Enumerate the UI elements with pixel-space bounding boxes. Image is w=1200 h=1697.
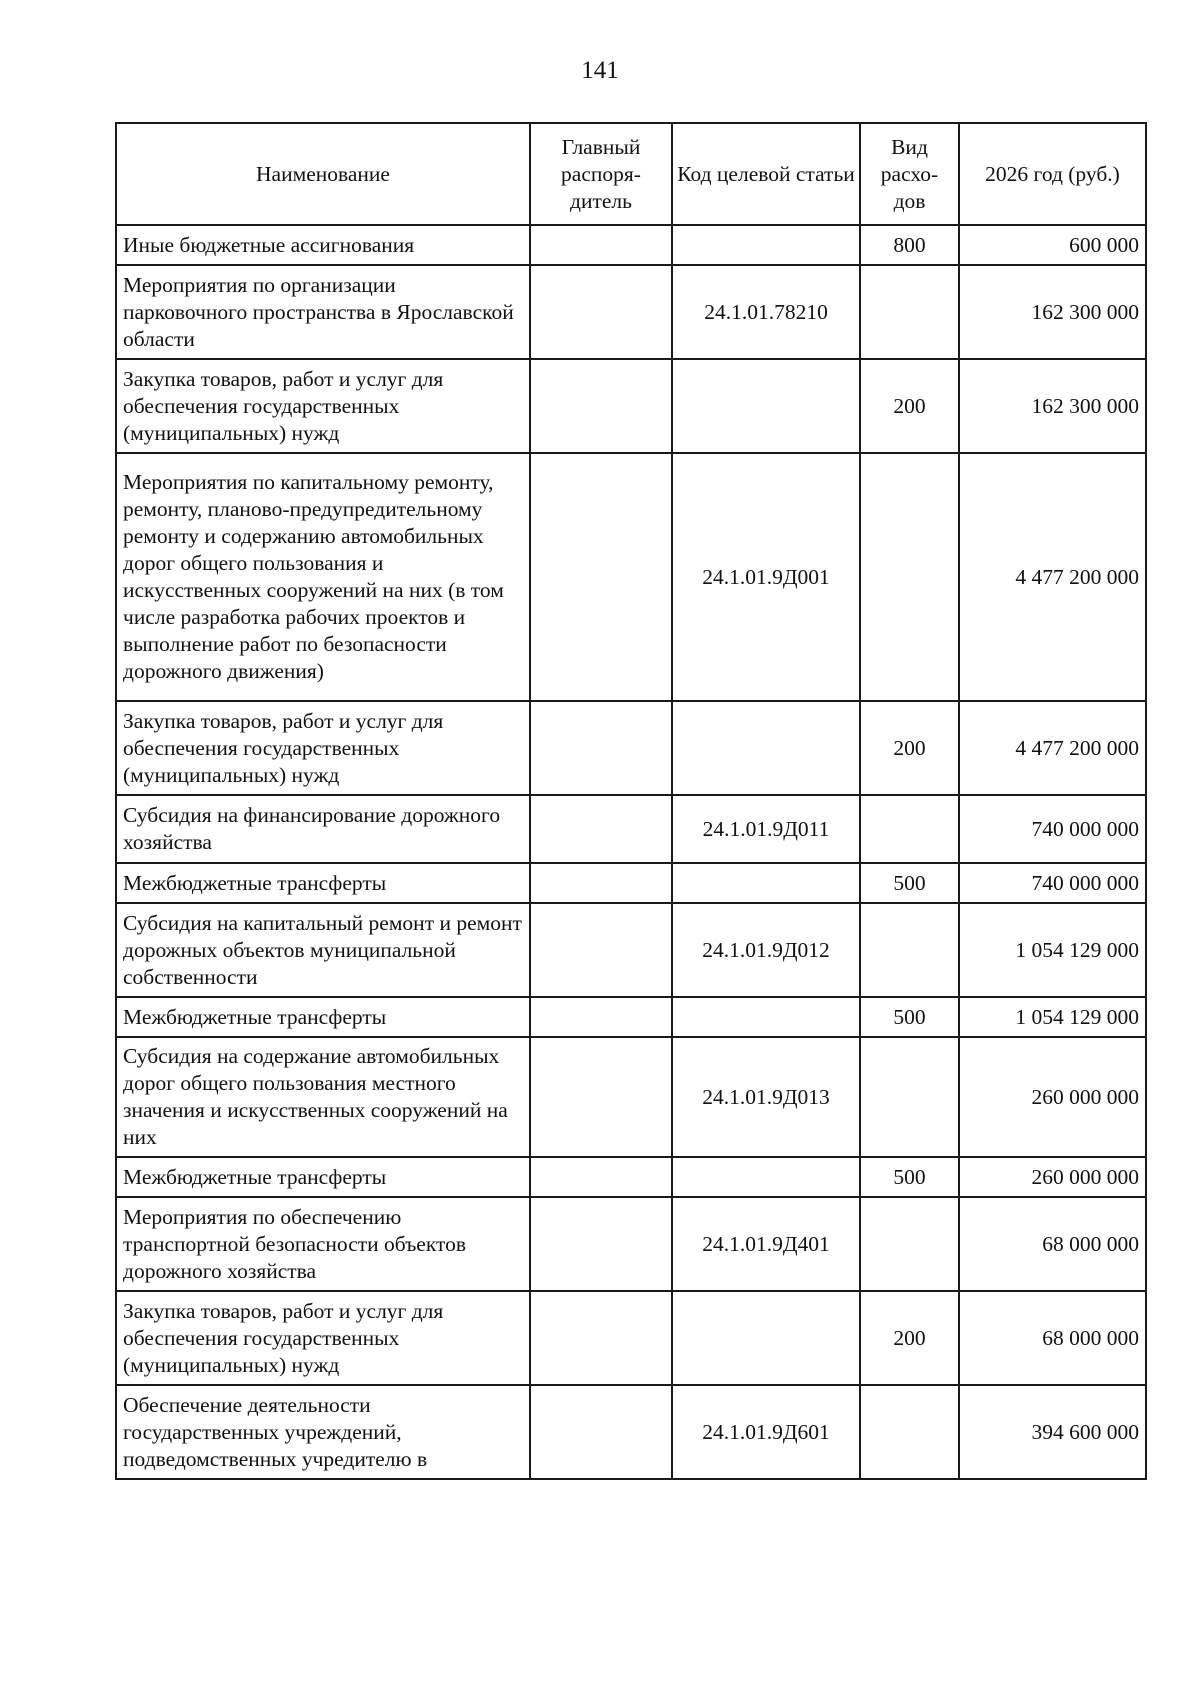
cell-owner [530, 359, 672, 453]
cell-owner [530, 1197, 672, 1291]
cell-name: Закупка товаров, работ и услуг для обеспечения государственных (муниципальных) нужд [116, 359, 530, 453]
cell-code: 24.1.01.78210 [672, 265, 860, 359]
cell-kind [860, 795, 959, 863]
cell-owner [530, 1157, 672, 1197]
cell-kind [860, 265, 959, 359]
table-row [116, 701, 1146, 795]
cell-owner [530, 265, 672, 359]
cell-kind [860, 453, 959, 701]
header-owner: Главный распоря-дитель [530, 123, 672, 225]
cell-code [672, 997, 860, 1037]
cell-code [672, 1291, 860, 1385]
cell-kind: 500 [860, 863, 959, 903]
table-row [116, 863, 1146, 903]
cell-name: Межбюджетные трансферты [116, 863, 530, 903]
table-row [116, 1385, 1146, 1479]
cell-name: Субсидия на содержание автомобильных дорог общего пользования местного значения и искусственных сооружений на них [116, 1037, 530, 1157]
cell-kind: 500 [860, 997, 959, 1037]
cell-amount: 162 300 000 [959, 359, 1146, 453]
cell-name: Межбюджетные трансферты [116, 997, 530, 1037]
cell-owner [530, 701, 672, 795]
cell-name: Межбюджетные трансферты [116, 1157, 530, 1197]
cell-amount: 4 477 200 000 [959, 453, 1146, 701]
table-row [116, 1197, 1146, 1291]
cell-name: Субсидия на капитальный ремонт и ремонт дорожных объектов муниципальной собственности [116, 903, 530, 997]
table-row [116, 795, 1146, 863]
table-body [116, 225, 1146, 1479]
cell-code: 24.1.01.9Д001 [672, 453, 860, 701]
cell-amount: 1 054 129 000 [959, 997, 1146, 1037]
cell-code [672, 1157, 860, 1197]
cell-kind [860, 1037, 959, 1157]
cell-amount: 68 000 000 [959, 1197, 1146, 1291]
table-row [116, 359, 1146, 453]
table-row [116, 1157, 1146, 1197]
cell-code [672, 225, 860, 265]
cell-name: Обеспечение деятельности государственных учреждений, подведомственных учредителю в [116, 1385, 530, 1479]
cell-code [672, 701, 860, 795]
cell-name: Мероприятия по обеспечению транспортной безопасности объектов дорожного хозяйства [116, 1197, 530, 1291]
header-code: Код целевой статьи [672, 123, 860, 225]
cell-owner [530, 997, 672, 1037]
cell-amount: 260 000 000 [959, 1157, 1146, 1197]
cell-owner [530, 903, 672, 997]
page-number: 141 [581, 57, 619, 84]
cell-name: Закупка товаров, работ и услуг для обеспечения государственных (муниципальных) нужд [116, 1291, 530, 1385]
cell-amount: 68 000 000 [959, 1291, 1146, 1385]
table-row [116, 265, 1146, 359]
header-name: Наименование [116, 123, 530, 225]
table-row [116, 453, 1146, 701]
cell-code [672, 359, 860, 453]
cell-amount: 600 000 [959, 225, 1146, 265]
cell-code: 24.1.01.9Д401 [672, 1197, 860, 1291]
cell-kind: 800 [860, 225, 959, 265]
cell-amount: 162 300 000 [959, 265, 1146, 359]
cell-owner [530, 225, 672, 265]
cell-name: Мероприятия по организации парковочного пространства в Ярославской области [116, 265, 530, 359]
header-amount: 2026 год (руб.) [959, 123, 1146, 225]
cell-kind: 200 [860, 1291, 959, 1385]
cell-kind: 200 [860, 701, 959, 795]
table-row [116, 997, 1146, 1037]
cell-kind: 500 [860, 1157, 959, 1197]
table-header-row [116, 123, 1146, 225]
cell-name: Мероприятия по капитальному ремонту, ремонту, планово-предупредительному ремонту и содержанию автомобильных дорог общего пользования и искусственных сооружений на них (в том числе разработка рабочих проектов и выполнение работ по безопасности дорожного движения) [116, 453, 530, 701]
cell-code: 24.1.01.9Д012 [672, 903, 860, 997]
table-row [116, 903, 1146, 997]
cell-code: 24.1.01.9Д013 [672, 1037, 860, 1157]
table-row [116, 1037, 1146, 1157]
cell-name: Субсидия на финансирование дорожного хозяйства [116, 795, 530, 863]
cell-amount: 4 477 200 000 [959, 701, 1146, 795]
cell-owner [530, 453, 672, 701]
cell-code [672, 863, 860, 903]
cell-amount: 1 054 129 000 [959, 903, 1146, 997]
cell-owner [530, 1385, 672, 1479]
cell-owner [530, 1037, 672, 1157]
cell-kind [860, 1197, 959, 1291]
cell-amount: 740 000 000 [959, 863, 1146, 903]
budget-table [115, 122, 1147, 1480]
cell-name: Закупка товаров, работ и услуг для обеспечения государственных (муниципальных) нужд [116, 701, 530, 795]
cell-kind: 200 [860, 359, 959, 453]
table-row [116, 1291, 1146, 1385]
cell-amount: 260 000 000 [959, 1037, 1146, 1157]
cell-amount: 740 000 000 [959, 795, 1146, 863]
cell-code: 24.1.01.9Д011 [672, 795, 860, 863]
cell-code: 24.1.01.9Д601 [672, 1385, 860, 1479]
table-row [116, 225, 1146, 265]
cell-owner [530, 1291, 672, 1385]
header-kind: Вид расхо-дов [860, 123, 959, 225]
cell-kind [860, 1385, 959, 1479]
cell-kind [860, 903, 959, 997]
cell-owner [530, 863, 672, 903]
cell-name: Иные бюджетные ассигнования [116, 225, 530, 265]
cell-owner [530, 795, 672, 863]
cell-amount: 394 600 000 [959, 1385, 1146, 1479]
